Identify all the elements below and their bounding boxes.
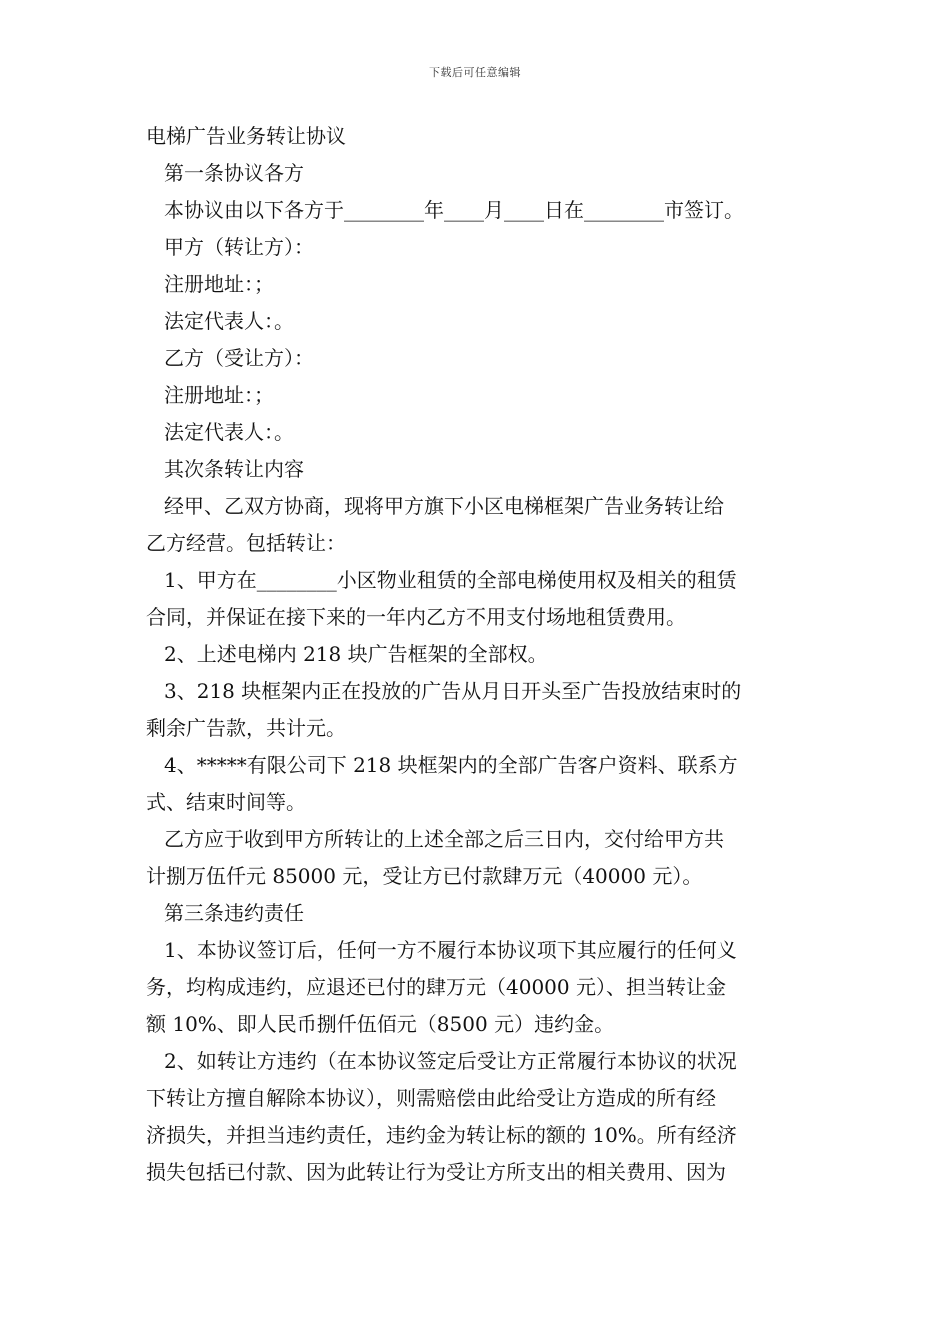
section-heading: 其次条转让内容 — [164, 457, 304, 481]
paragraph-line: 法定代表人：。 — [164, 420, 294, 444]
paragraph-line: 务，均构成违约，应退还已付的肆万元（40000 元）、担当转让金 — [146, 975, 726, 999]
paragraph-line: 损失包括已付款、因为此转让行为受让方所支出的相关费用、因为 — [146, 1160, 726, 1184]
section-heading: 第一条协议各方 — [164, 161, 304, 185]
paragraph-line: 1、甲方在________小区物业租赁的全部电梯使用权及相关的租赁 — [164, 568, 737, 592]
paragraph-line: 乙方应于收到甲方所转让的上述全部之后三日内，交付给甲方共 — [164, 827, 724, 851]
paragraph-line: 2、如转让方违约（在本协议签定后受让方正常履行本协议的状况 — [164, 1049, 737, 1073]
paragraph-line: 额 10%、即人民币捌仟伍佰元（8500 元）违约金。 — [146, 1012, 615, 1036]
paragraph-line: 合同，并保证在接下来的一年内乙方不用支付场地租赁费用。 — [146, 605, 686, 629]
paragraph-line: 法定代表人：。 — [164, 309, 294, 333]
document-body — [146, 118, 811, 1191]
paragraph-line: 式、结束时间等。 — [146, 790, 306, 814]
paragraph-line: 本协议由以下各方于________年____月____日在________市签订。 — [164, 198, 744, 222]
paragraph-line: 计捌万伍仟元 85000 元，受让方已付款肆万元（40000 元）。 — [146, 864, 703, 888]
paragraph-line: 1、本协议签订后，任何一方不履行本协议项下其应履行的任何义 — [164, 938, 737, 962]
paragraph-line: 2、上述电梯内 218 块广告框架的全部权。 — [164, 642, 548, 666]
paragraph-line: 乙方（受让方）： — [164, 346, 314, 370]
paragraph-line: 甲方（转让方）： — [164, 235, 314, 259]
paragraph-line: 3、218 块框架内正在投放的广告从月日开头至广告投放结束时的 — [164, 679, 742, 703]
document-title: 电梯广告业务转让协议 — [146, 124, 346, 148]
paragraph-line: 注册地址：； — [164, 272, 274, 296]
paragraph-line: 济损失，并担当违约责任，违约金为转让标的额的 10%。所有经济 — [146, 1123, 737, 1147]
paragraph-line: 剩余广告款，共计元。 — [146, 716, 346, 740]
paragraph-line: 乙方经营。包括转让： — [146, 531, 346, 555]
paragraph-line: 注册地址：； — [164, 383, 274, 407]
paragraph-line: 经甲、乙双方协商，现将甲方旗下小区电梯框架广告业务转让给 — [164, 494, 724, 518]
section-heading: 第三条违约责任 — [164, 901, 304, 925]
paragraph-line: 4、*****有限公司下 218 块框架内的全部广告客户资料、联系方 — [164, 753, 738, 777]
paragraph-line: 下转让方擅自解除本协议），则需赔偿由此给受让方造成的所有经 — [146, 1086, 716, 1110]
page-header-note: 下载后可任意编辑 — [429, 66, 521, 79]
